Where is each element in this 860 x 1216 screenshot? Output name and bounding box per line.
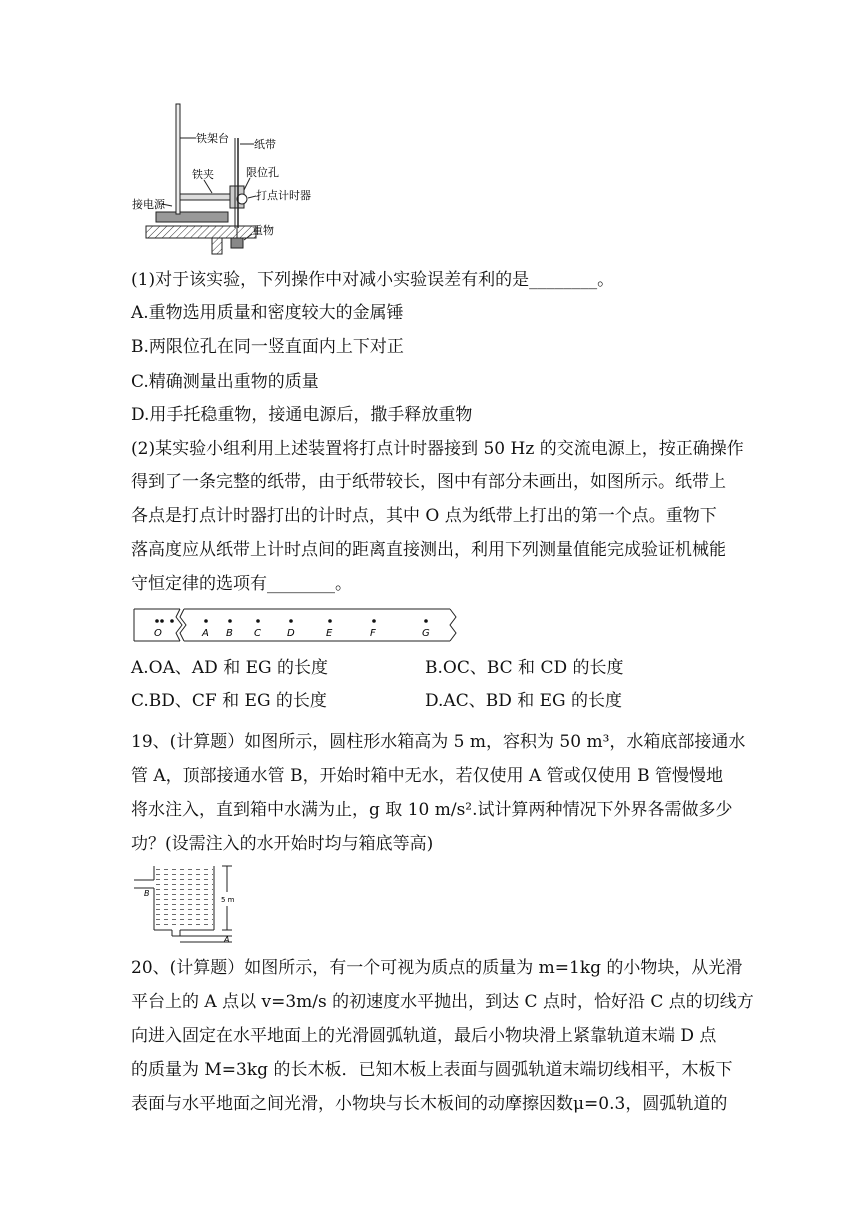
q18-part1-stem: (1)对于该实验，下列操作中对减小实验误差有利的是________。 <box>131 270 615 290</box>
q18-part1-option-c: C.精确测量出重物的质量 <box>131 372 319 392</box>
label-hole: 限位孔 <box>246 166 279 179</box>
tape-dot-c <box>256 619 260 623</box>
apparatus-figure <box>132 98 311 258</box>
q18-part2-option-b: B.OC、BC 和 CD 的长度 <box>425 658 624 678</box>
q18-part2-line-1: (2)某实验小组利用上述装置将打点计时器接到 50 Hz 的交流电源上，按正确操作 <box>131 439 744 459</box>
tank-pipe-a-label: A <box>224 935 230 944</box>
q18-part2-option-a: A.OA、AD 和 EG 的长度 <box>131 658 329 678</box>
q18-part1-option-d: D.用手托稳重物，接通电源后，撒手释放重物 <box>131 405 473 425</box>
label-weight: 重物 <box>252 224 274 237</box>
tank-pipe-b-label: B <box>144 889 150 898</box>
water-tank-figure <box>132 862 252 944</box>
q20-line-1: 20、(计算题）如图所示，有一个可视为质点的质量为 m=1kg 的小物块，从光滑 <box>131 958 743 978</box>
label-timer: 打点计时器 <box>256 189 311 202</box>
q20-line-5: 表面与水平地面之间光滑，小物块与长木板间的动摩擦因数μ=0.3，圆弧轨道的 <box>131 1094 728 1114</box>
tape-dot-b <box>228 619 232 623</box>
q19-line-3: 将水注入，直到箱中水满为止，g 取 10 m/s².试计算两种情况下外界各需做多少 <box>131 800 733 820</box>
tape-dot-a <box>204 619 208 623</box>
label-tape: 纸带 <box>254 138 276 151</box>
q19-line-1: 19、(计算题）如图所示，圆柱形水箱高为 5 m，容积为 50 m³，水箱底部接通水 <box>131 732 746 752</box>
q18-part2-line-3: 各点是打点计时器打出的计时点，其中 O 点为纸带上打出的第一个点。重物下 <box>131 506 717 526</box>
tape-dot-f <box>372 619 376 623</box>
q20-line-4: 的质量为 M=3kg 的长木板．已知木板上表面与圆弧轨道末端切线相平，木板下 <box>131 1060 733 1080</box>
tank-height-label: 5 m <box>221 896 235 904</box>
q18-part2-line-4: 落高度应从纸带上计时点间的距离直接测出，利用下列测量值能完成验证机械能 <box>131 540 726 560</box>
q19-line-2: 管 A，顶部接通水管 B，开始时箱中无水，若仅使用 A 管或仅使用 B 管慢慢地 <box>131 766 723 786</box>
q18-part2-option-d: D.AC、BD 和 EG 的长度 <box>425 691 623 711</box>
tape-label-c: C <box>254 628 261 639</box>
tape-dot-o2 <box>160 619 164 623</box>
label-power: 接电源 <box>132 198 165 211</box>
tape-label-d: D <box>287 628 295 639</box>
tape-dot-o1 <box>155 619 159 623</box>
q18-part1-option-a: A.重物选用质量和密度较大的金属锤 <box>131 303 404 323</box>
paper-tape-figure <box>132 605 462 645</box>
tape-dot-o3 <box>170 619 174 623</box>
tape-label-a: A <box>202 628 209 639</box>
tape-label-e: E <box>326 628 333 639</box>
tape-dot-g <box>424 619 428 623</box>
label-clamp: 铁夹 <box>192 168 214 181</box>
tape-label-o: O <box>154 628 162 639</box>
q18-part2-line-2: 得到了一条完整的纸带，由于纸带较长，图中有部分未画出，如图所示。纸带上 <box>131 472 726 492</box>
q20-line-2: 平台上的 A 点以 v=3m/s 的初速度水平抛出，到达 C 点时，恰好沿 C 点的切线方 <box>131 992 754 1012</box>
tape-dot-e <box>328 619 332 623</box>
label-stand: 铁架台 <box>196 132 229 145</box>
q18-part1-option-b: B.两限位孔在同一竖直面内上下对正 <box>131 337 404 357</box>
tape-label-f: F <box>370 628 376 639</box>
tape-label-g: G <box>422 628 430 639</box>
tape-dot-d <box>289 619 293 623</box>
q20-line-3: 向进入固定在水平地面上的光滑圆弧轨道，最后小物块滑上紧靠轨道末端 D 点 <box>131 1026 717 1046</box>
q19-line-4: 功？(设需注入的水开始时均与箱底等高) <box>131 834 434 854</box>
q18-part2-line-5: 守恒定律的选项有________。 <box>131 574 352 594</box>
q18-part2-option-c: C.BD、CF 和 EG 的长度 <box>131 691 327 711</box>
tape-label-b: B <box>226 628 233 639</box>
